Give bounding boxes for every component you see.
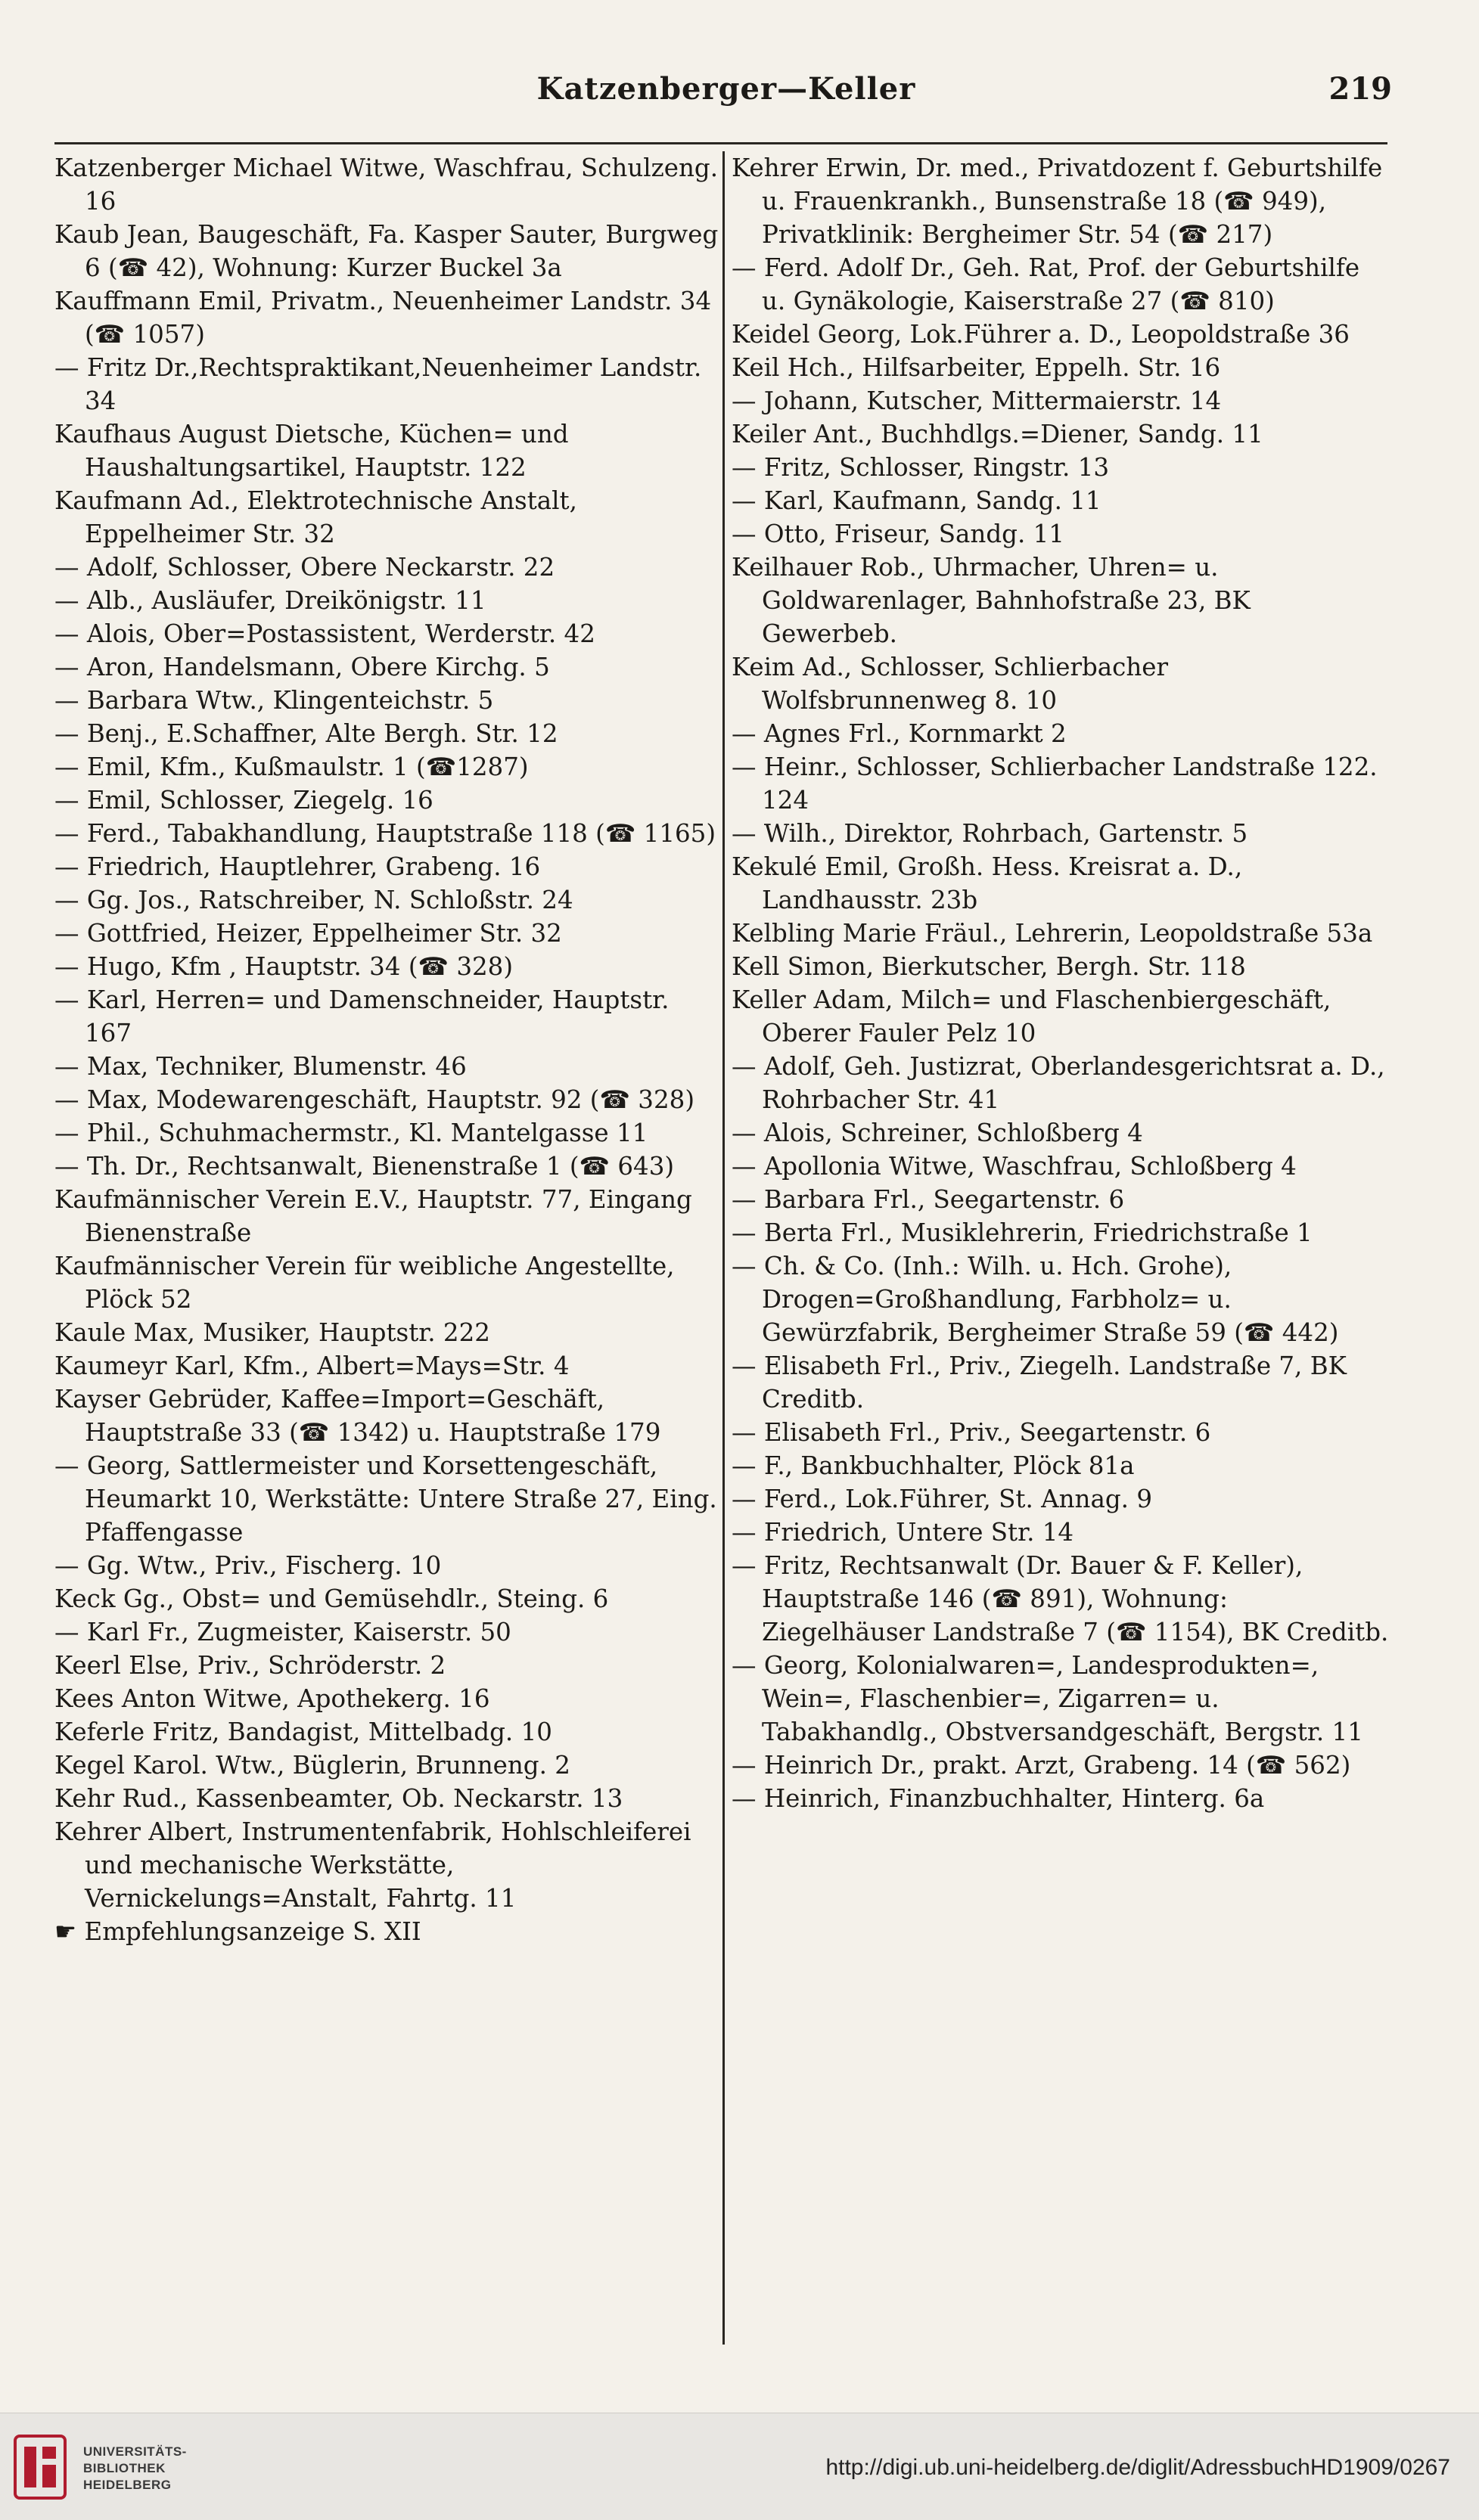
directory-entry: — Barbara Wtw., Klingenteichstr. 5 <box>54 686 494 715</box>
directory-entry: Kayser Gebrüder, Kaffee=Import=Geschäft, Hauptstraße 33 (☎ 1342) u. Hauptstraße 179 <box>54 1385 661 1447</box>
directory-entry: Kauffmann Emil, Privatm., Neuenheimer Landstr. 34 (☎ 1057) <box>54 287 712 349</box>
directory-entry: — Karl, Herren= und Damenschneider, Hauptstr. 167 <box>54 985 670 1047</box>
directory-entry: Kell Simon, Bierkutscher, Bergh. Str. 118 <box>732 952 1246 981</box>
directory-entry: — Phil., Schuhmachermstr., Kl. Mantelgasse 11 <box>54 1119 648 1147</box>
directory-entry: — Wilh., Direktor, Rohrbach, Gartenstr. 5 <box>732 819 1248 848</box>
directory-entry: Kaufmännischer Verein E.V., Hauptstr. 77, Eingang Bienenstraße <box>54 1185 692 1247</box>
directory-entry: — Gg. Jos., Ratschreiber, N. Schloßstr. 24 <box>54 886 573 914</box>
directory-entry: — Georg, Kolonialwaren=, Landesprodukten=, Wein=, Flaschenbier=, Zigarren= u. Tabakhandlg., Obstversandgeschäft, Bergstr. 11 <box>732 1651 1363 1746</box>
directory-entry: Kegel Karol. Wtw., Büglerin, Brunneng. 2 <box>54 1751 570 1780</box>
library-name-line: HEIDELBERG <box>83 2478 172 2492</box>
running-header <box>61 68 1392 113</box>
left-column <box>54 151 720 1948</box>
viewer-footer <box>0 2413 1479 2520</box>
directory-entry: Kaule Max, Musiker, Hauptstr. 222 <box>54 1318 490 1347</box>
right-column <box>732 151 1390 1815</box>
directory-entry: — Friedrich, Untere Str. 14 <box>732 1518 1074 1547</box>
directory-entry: — Ferd., Lok.Führer, St. Annag. 9 <box>732 1485 1152 1513</box>
directory-entry: — F., Bankbuchhalter, Plöck 81a <box>732 1451 1135 1480</box>
page-title: Katzenberger—Keller <box>536 71 916 107</box>
directory-entry: Kehr Rud., Kassenbeamter, Ob. Neckarstr. 13 <box>54 1784 623 1813</box>
directory-entry: Keim Ad., Schlosser, Schlierbacher Wolfsbrunnenweg 8. 10 <box>732 653 1169 715</box>
directory-entry: — Alois, Ober=Postassistent, Werderstr. 42 <box>54 619 595 648</box>
directory-entry: — Fritz Dr.,Rechtspraktikant,Neuenheimer Landstr. 34 <box>54 353 702 415</box>
header-rule <box>54 142 1387 144</box>
directory-entry: — Th. Dr., Rechtsanwalt, Bienenstraße 1 (☎ 643) <box>54 1152 675 1181</box>
directory-entry: — Fritz, Schlosser, Ringstr. 13 <box>732 453 1110 482</box>
directory-entry: — Karl, Kaufmann, Sandg. 11 <box>732 486 1101 515</box>
directory-entry: — Fritz, Rechtsanwalt (Dr. Bauer & F. Keller), Hauptstraße 146 (☎ 891), Wohnung: Ziegelhäuser Landstraße 7 (☎ 1154), BK Creditb. <box>732 1551 1389 1646</box>
directory-entry: — Karl Fr., Zugmeister, Kaiserstr. 50 <box>54 1618 511 1646</box>
directory-entry: Kehrer Erwin, Dr. med., Privatdozent f. Geburtshilfe u. Frauenkrankh., Bunsenstraße 18 (☎ 949), Privatklinik: Bergheimer Str. 54 (☎ 217) <box>732 154 1383 249</box>
directory-entry: — Agnes Frl., Kornmarkt 2 <box>732 719 1067 748</box>
directory-entry: Keferle Fritz, Bandagist, Mittelbadg. 10 <box>54 1718 552 1746</box>
directory-entry: ☛ Empfehlungsanzeige S. XII <box>54 1917 421 1946</box>
directory-entry: — Heinrich, Finanzbuchhalter, Hinterg. 6a <box>732 1784 1265 1813</box>
directory-entry: — Friedrich, Hauptlehrer, Grabeng. 16 <box>54 852 541 881</box>
directory-entry: — Hugo, Kfm , Hauptstr. 34 (☎ 328) <box>54 952 514 981</box>
directory-entry: — Heinrich Dr., prakt. Arzt, Grabeng. 14 (☎ 562) <box>732 1751 1351 1780</box>
directory-entry: Kaufmännischer Verein für weibliche Angestellte, Plöck 52 <box>54 1252 675 1314</box>
library-logo[interactable] <box>14 2435 195 2503</box>
directory-entry: Keiler Ant., Buchhdlgs.=Diener, Sandg. 11 <box>732 420 1263 448</box>
directory-entry: — Alois, Schreiner, Schloßberg 4 <box>732 1119 1143 1147</box>
directory-entry: Kaub Jean, Baugeschäft, Fa. Kasper Sauter, Burgweg 6 (☎ 42), Wohnung: Kurzer Buckel 3a <box>54 220 719 282</box>
directory-entry: — Heinr., Schlosser, Schlierbacher Landstraße 122. 124 <box>732 753 1378 815</box>
directory-entry: — Elisabeth Frl., Priv., Seegartenstr. 6 <box>732 1418 1211 1447</box>
directory-entry: Kehrer Albert, Instrumentenfabrik, Hohlschleiferei und mechanische Werkstätte, Vernickelungs=Anstalt, Fahrtg. 11 <box>54 1817 691 1913</box>
directory-entry: Kelbling Marie Fräul., Lehrerin, Leopoldstraße 53a <box>732 919 1373 948</box>
directory-entry: — Ferd., Tabakhandlung, Hauptstraße 118 (☎ 1165) <box>54 819 716 848</box>
directory-entry: — Max, Modewarengeschäft, Hauptstr. 92 (☎ 328) <box>54 1085 694 1114</box>
library-name-line: UNIVERSITÄTS- <box>83 2444 187 2459</box>
directory-entry: — Emil, Kfm., Kußmaulstr. 1 (☎1287) <box>54 753 529 781</box>
directory-entry: Keerl Else, Priv., Schröderstr. 2 <box>54 1651 446 1680</box>
directory-entry: Keilhauer Rob., Uhrmacher, Uhren= u. Goldwarenlager, Bahnhofstraße 23, BK Gewerbeb. <box>732 553 1251 648</box>
column-divider <box>722 151 725 2345</box>
directory-entry: — Johann, Kutscher, Mittermaierstr. 14 <box>732 386 1222 415</box>
source-url-link[interactable]: http://digi.ub.uni-heidelberg.de/diglit/AdressbuchHD1909/0267 <box>825 2455 1450 2480</box>
directory-entry: — Alb., Ausläufer, Dreikönigstr. 11 <box>54 586 486 615</box>
directory-entry: Kaumeyr Karl, Kfm., Albert=Mays=Str. 4 <box>54 1352 570 1380</box>
directory-entry: — Apollonia Witwe, Waschfrau, Schloßberg 4 <box>732 1152 1297 1181</box>
directory-entry: Keidel Georg, Lok.Führer a. D., Leopoldstraße 36 <box>732 320 1350 349</box>
directory-entry: — Aron, Handelsmann, Obere Kirchg. 5 <box>54 653 550 681</box>
directory-entry: — Max, Techniker, Blumenstr. 46 <box>54 1052 467 1081</box>
directory-entry: — Elisabeth Frl., Priv., Ziegelh. Landstraße 7, BK Creditb. <box>732 1352 1347 1414</box>
directory-entry: Keck Gg., Obst= und Gemüsehdlr., Steing. 6 <box>54 1584 609 1613</box>
directory-entry: Keller Adam, Milch= und Flaschenbiergeschäft, Oberer Fauler Pelz 10 <box>732 985 1331 1047</box>
directory-entry: — Emil, Schlosser, Ziegelg. 16 <box>54 786 433 815</box>
directory-entry: — Gg. Wtw., Priv., Fischerg. 10 <box>54 1551 442 1580</box>
directory-entry: — Gottfried, Heizer, Eppelheimer Str. 32 <box>54 919 562 948</box>
directory-entry: Kaufmann Ad., Elektrotechnische Anstalt, Eppelheimer Str. 32 <box>54 486 577 548</box>
directory-entry: Keil Hch., Hilfsarbeiter, Eppelh. Str. 16 <box>732 353 1221 382</box>
directory-entry: — Berta Frl., Musiklehrerin, Friedrichstraße 1 <box>732 1218 1313 1247</box>
directory-entry: Kees Anton Witwe, Apothekerg. 16 <box>54 1684 490 1713</box>
directory-entry: — Adolf, Geh. Justizrat, Oberlandesgerichtsrat a. D., Rohrbacher Str. 41 <box>732 1052 1385 1114</box>
directory-entry: — Georg, Sattlermeister und Korsettengeschäft, Heumarkt 10, Werkstätte: Untere Straße 27, Eing. Pfaffengasse <box>54 1451 717 1547</box>
directory-entry: — Adolf, Schlosser, Obere Neckarstr. 22 <box>54 553 555 582</box>
directory-entry: — Ferd. Adolf Dr., Geh. Rat, Prof. der Geburtshilfe u. Gynäkologie, Kaiserstraße 27 (☎ 810) <box>732 253 1360 315</box>
library-seal-icon <box>14 2435 67 2500</box>
library-name-line: BIBLIOTHEK <box>83 2461 166 2475</box>
directory-entry: — Otto, Friseur, Sandg. 11 <box>732 520 1064 548</box>
library-name <box>83 2444 187 2494</box>
directory-entry: Kaufhaus August Dietsche, Küchen= und Haushaltungsartikel, Hauptstr. 122 <box>54 420 569 482</box>
directory-entry: — Benj., E.Schaffner, Alte Bergh. Str. 12 <box>54 719 558 748</box>
directory-entry: Katzenberger Michael Witwe, Waschfrau, Schulzeng. 16 <box>54 154 719 216</box>
directory-entry: Kekulé Emil, Großh. Hess. Kreisrat a. D., Landhausstr. 23b <box>732 852 1243 914</box>
page-number: 219 <box>1328 71 1392 107</box>
directory-entry: — Barbara Frl., Seegartenstr. 6 <box>732 1185 1125 1214</box>
directory-entry: — Ch. & Co. (Inh.: Wilh. u. Hch. Grohe), Drogen=Großhandlung, Farbholz= u. Gewürzfabrik, Bergheimer Straße 59 (☎ 442) <box>732 1252 1339 1347</box>
